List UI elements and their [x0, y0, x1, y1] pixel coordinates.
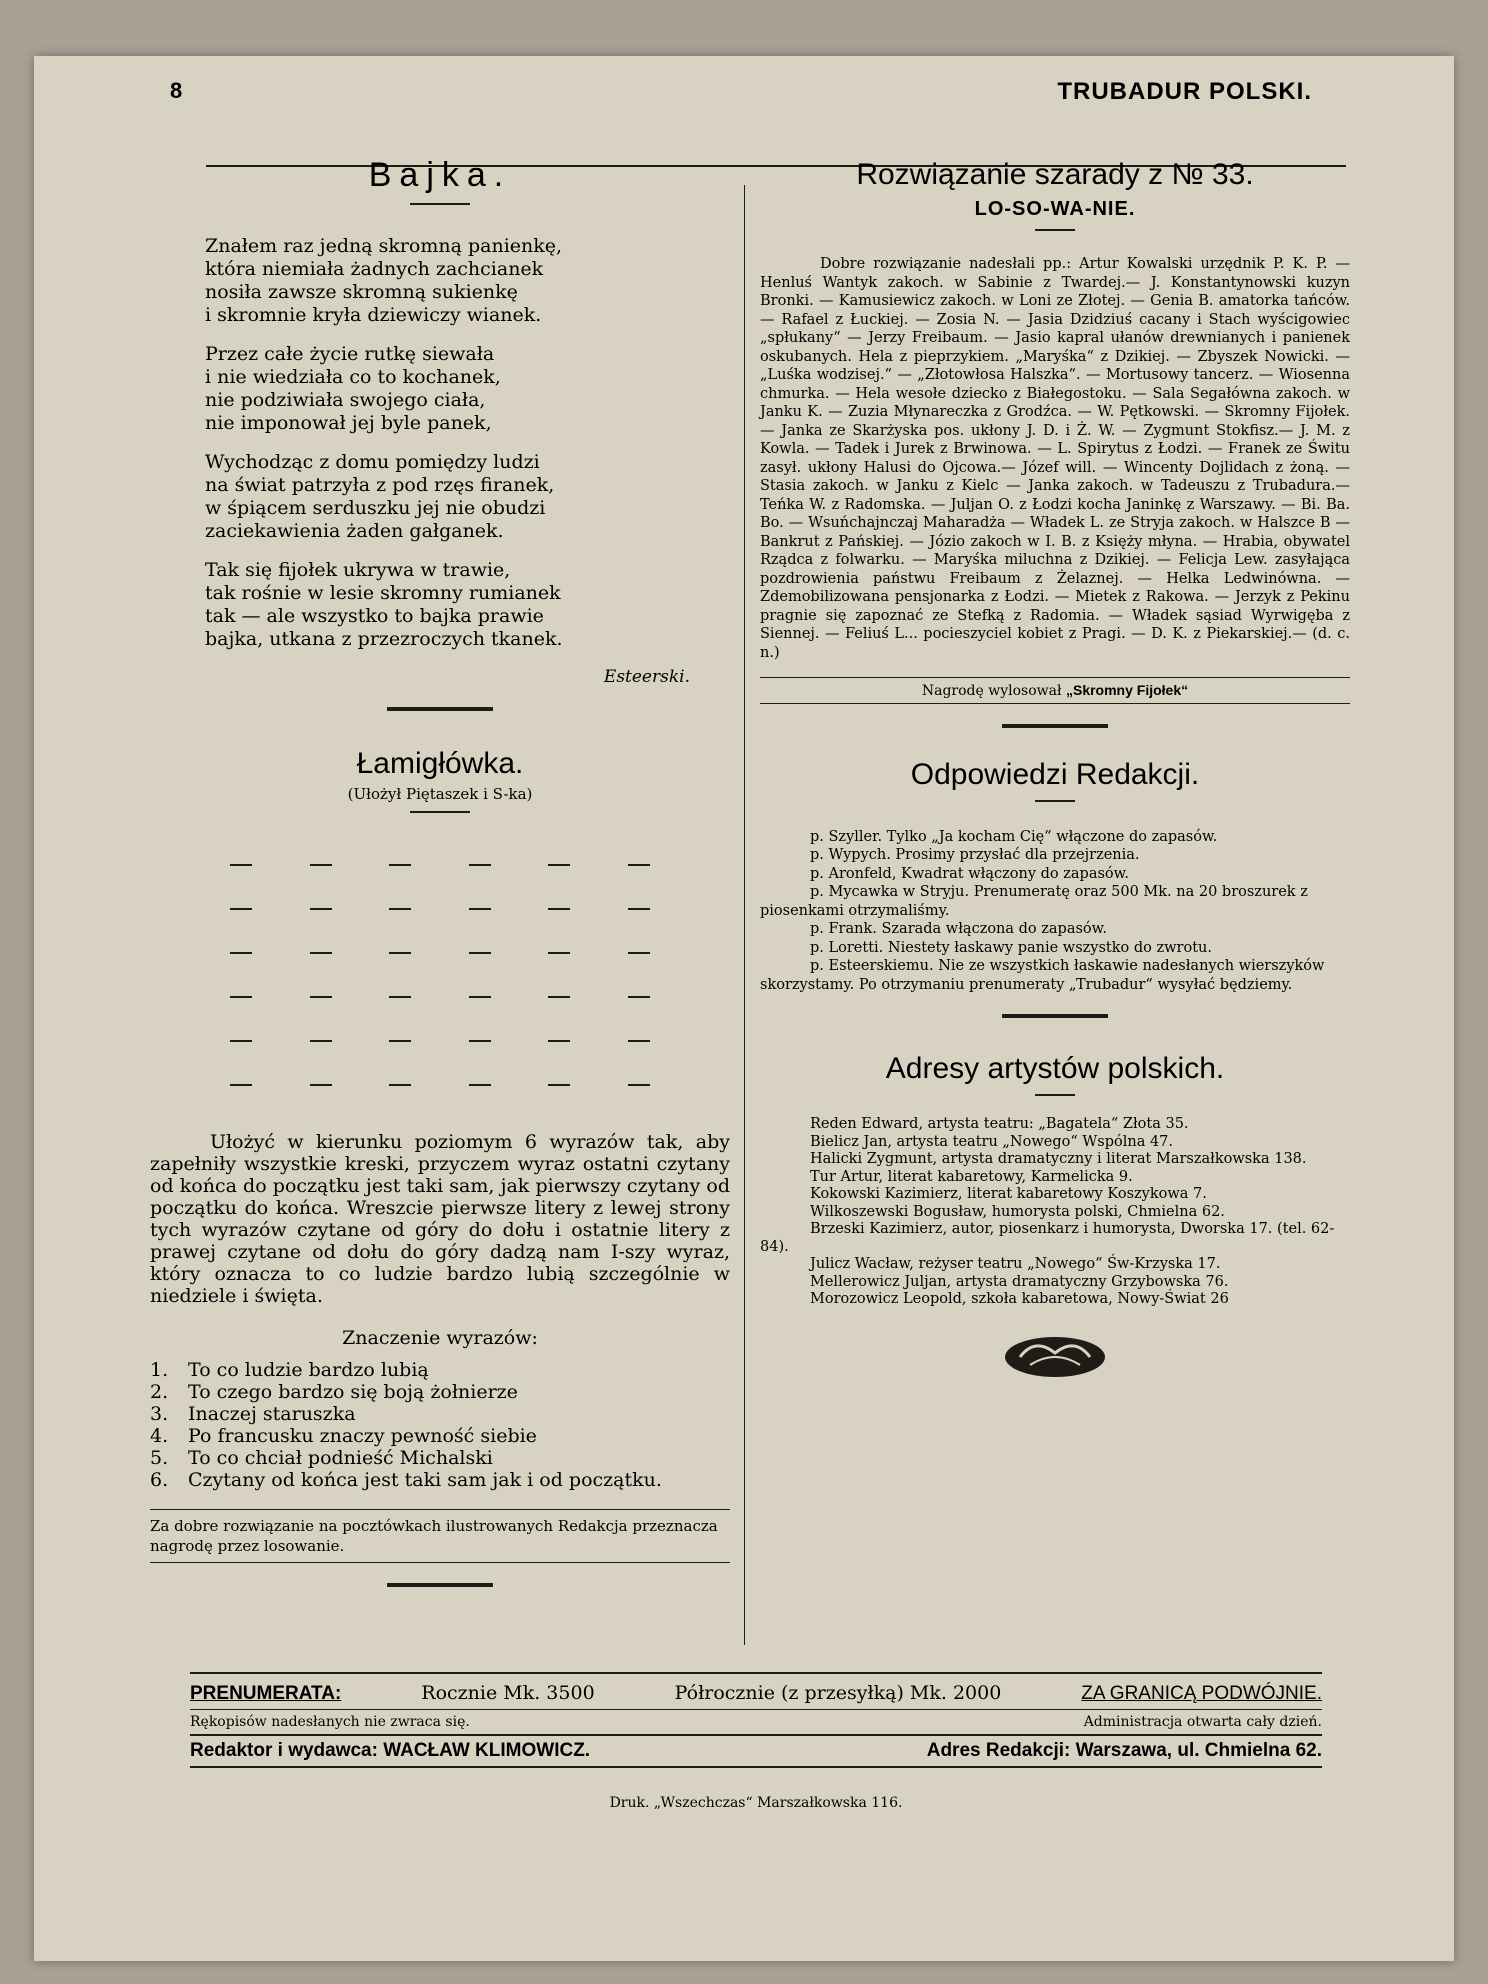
- blank: [310, 864, 332, 866]
- prize-note: Za dobre rozwiązanie na pocztówkach ilustrowanych Redakcja przeznacza nagrodę przez losowanie.: [150, 1509, 730, 1563]
- blank: [628, 864, 650, 866]
- address-item: Morozowicz Leopold, szkoła kabaretowa, Nowy-Świat 26: [810, 1291, 1229, 1307]
- response-item: p. Wypych. Prosimy przysłać dla przejrzenia.: [810, 847, 1140, 863]
- section-divider: [1002, 1014, 1108, 1018]
- flower-ornament-icon: [1000, 1327, 1110, 1383]
- blank: [469, 996, 491, 998]
- blank: [469, 952, 491, 954]
- poem: [205, 235, 730, 651]
- meaning-item: [150, 1403, 730, 1425]
- response-item: p. Loretti. Niestety łaskawy panie wszystko do zwrotu.: [810, 939, 1212, 956]
- section-divider: [1002, 724, 1108, 728]
- addresses-list: [760, 1116, 1350, 1309]
- addresses-title: Adresy artystów polskich.: [885, 1052, 1225, 1085]
- grid-row: [230, 1019, 650, 1063]
- prize-prefix: Nagrodę wylosował: [921, 682, 1062, 699]
- administration-note: Administracja otwarta cały dzień.: [1083, 1714, 1322, 1730]
- meaning-number: 1.: [150, 1359, 169, 1381]
- poem-author: Esteerski.: [603, 667, 690, 687]
- grid-row: [230, 1063, 650, 1107]
- blank: [469, 1084, 491, 1086]
- address-item: Halicki Zygmunt, artysta dramatyczny i literat Marszałkowska 138.: [810, 1151, 1307, 1167]
- blank: [548, 1084, 570, 1086]
- blank: [628, 1040, 650, 1042]
- blank: [310, 1084, 332, 1086]
- blank: [548, 996, 570, 998]
- half-yearly-price: Półrocznie (z przesyłką) Mk. 2000: [674, 1682, 1002, 1704]
- meaning-number: 6.: [150, 1469, 169, 1491]
- blank: [628, 952, 650, 954]
- blank: [230, 908, 252, 910]
- meaning-text: Czytany od końca jest taki sam jak i od początku.: [188, 1469, 662, 1491]
- blank: [230, 952, 252, 954]
- title-rule: [1035, 1094, 1075, 1096]
- section-divider: [387, 707, 493, 711]
- blank: [548, 908, 570, 910]
- grid-row: [230, 887, 650, 931]
- puzzle-grid: [230, 843, 650, 1107]
- blank: [310, 908, 332, 910]
- title-rule: [410, 811, 470, 813]
- blank: [389, 1084, 411, 1086]
- poem-stanza: Znałem raz jedną skromną panienkę, która niemiała żadnych zachcianek nosiła zawsze skromną sukienkę i skromnie kryła dziewiczy wianek.: [205, 235, 563, 326]
- editorial-address: Adres Redakcji: Warszawa, ul. Chmielna 62.: [926, 1740, 1322, 1761]
- blank: [389, 952, 411, 954]
- footer: [190, 1678, 1322, 1768]
- address-item: Reden Edward, artysta teatru: „Bagatela“ Złota 35.: [810, 1116, 1189, 1132]
- blank: [389, 908, 411, 910]
- meaning-text: To co chciał podnieść Michalski: [188, 1447, 493, 1469]
- bajka-title: Bajka.: [368, 156, 512, 194]
- right-column: [760, 120, 1350, 1383]
- footer-rule: [190, 1672, 1322, 1674]
- blank: [230, 1040, 252, 1042]
- blank: [628, 1084, 650, 1086]
- printer-note: Druk. „Wszechczas“ Marszałkowska 116.: [609, 1795, 903, 1811]
- page-number: 8: [170, 78, 183, 103]
- blank: [389, 1040, 411, 1042]
- blank: [230, 864, 252, 866]
- solution-title: Rozwiązanie szarady z № 33.: [856, 158, 1254, 191]
- prize-winner-line: [760, 677, 1350, 704]
- grid-row: [230, 975, 650, 1019]
- blank: [230, 996, 252, 998]
- address-item: Tur Artur, literat kabaretowy, Karmelicka 9.: [810, 1168, 1133, 1185]
- response-item: p. Esteerskiemu. Nie ze wszystkich łaskawie nadesłanych wierszyków skorzystamy. Po otrzymaniu prenumeraty „Trubadur“ wysyłać będziemy.: [760, 958, 1325, 993]
- address-item: Brzeski Kazimierz, autor, piosenkarz i humorysta, Dworska 17. (tel. 62-84).: [760, 1221, 1335, 1255]
- address-item: Kokowski Kazimierz, literat kabaretowy Koszykowa 7.: [810, 1186, 1207, 1202]
- meaning-item: [150, 1359, 730, 1381]
- meanings-title: Znaczenie wyrazów:: [342, 1327, 538, 1349]
- poem-stanza: Tak się fijołek ukrywa w trawie, tak rośnie w lesie skromny rumianek tak — ale wszystko to bajka prawie bajka, utkana z przezroczych tkanek.: [205, 559, 563, 650]
- blank: [310, 1040, 332, 1042]
- meaning-text: To czego bardzo się boją żołnierze: [188, 1381, 518, 1403]
- blank: [469, 1040, 491, 1042]
- subscription-row: [190, 1678, 1322, 1709]
- running-header: [170, 78, 1342, 108]
- meaning-item: [150, 1425, 730, 1447]
- manuscripts-note: Rękopisów nadesłanych nie zwraca się.: [190, 1714, 470, 1730]
- title-rule: [410, 203, 470, 205]
- meaning-item: [150, 1469, 730, 1491]
- editor: Redaktor i wydawca: WACŁAW KLIMOWICZ.: [190, 1740, 591, 1761]
- blank: [469, 864, 491, 866]
- blank: [469, 908, 491, 910]
- editor-row: [190, 1734, 1322, 1768]
- puzzle-subtitle: (Ułożył Piętaszek i S-ka): [347, 785, 533, 803]
- address-item: Julicz Wacław, reżyser teatru „Nowego“ Św-Krzyska 17.: [810, 1256, 1221, 1272]
- meaning-number: 5.: [150, 1447, 169, 1469]
- grid-row: [230, 931, 650, 975]
- column-divider: [744, 185, 745, 1645]
- poem-stanza: Wychodząc z domu pomiędzy ludzi na świat patrzyła z pod rzęs firanek, w śpiącem serduszku jej nie obudzi zaciekawienia żaden gałganek.: [205, 451, 555, 542]
- solvers-list: Dobre rozwiązanie nadesłali pp.: Artur Kowalski urzędnik P. K. P. — Henluś Wantyk zakoch. w Sabinie z Twardej.— J. Konstantynowski kuzyn Bronki. — Kamusiewicz zakoch. w Loni ze Złotej. — Genia B. amatorka tańców. — Rafael z Łuckiej. — Zosia N. — Jasia Dzidziuś cacany i Stach wyścigowiec „spłukany“ — Jerzy Freibaum. — Jasio kapral ułanów drewnianych i panienek oskubanych. Hela z pieprzykiem. „Maryśka“ z Dzikiej. — Zbyszek Nowicki. — „Luśka wodzisej.“ — „Złotowłosa Halszka“. — Mortusowy tancerz. — Wiosenna chmurka. — Hela wesołe dziecko z Białegostoku. — Sala Segałówna zakoch. w Janku K. — Zuzia Młynareczka z Grodźca. — W. Pętkowski. — Skromny Fijołek. — Janka ze Skarżyska pos. ukłony J. D. i Ż. W. — Zygmunt Stokfisz.— J. M. z Kowla. — Tadek i Jurek z Brwinowa. — L. Spirytus z Łodzi. — Franek ze Świtu zasył. ukłony Halusi do Ojcowa.— Józef will. — Wincenty Dojlidach z żoną. — Stasia zakoch. w Janku z Kielc — Janka zakoch. w Tadeuszu z Trubadura.— Teńka W. z Radomska. — Juljan O. z Łodzi kocha Janinkę z Warszawy. — Bi. Ba. Bo. — Wsuńchajnczaj Maharadża — Władek L. ze Stryja zakoch. w Halszce B — Bankrut z Pańskiej. — Józio zakoch w I. B. z Księży młyna. — Hrabia, obywatel Rządca z folwarku. — Maryśka miluchna z Dzikiej. — Felicja Lew. zasyłająca pozdrowienia państwu Freibaum z Żelaznej. — Helka Ledwinówna. — Zdemobilizowana pensjonarka z Łodzi. — Mietek z Rakowa. — Jerzyk z Pekinu pragnie się zapoznać ze Stefką z Radomia. — Władek sąsiad Wyrwigęba z Siennej. — Feliuś L... pocieszyciel kobiet z Pragi. — D. K. z Piekarskiej.— (d. c. n.): [760, 256, 1350, 661]
- blank: [548, 952, 570, 954]
- blank: [548, 1040, 570, 1042]
- blank: [389, 996, 411, 998]
- abroad-note: ZA GRANICĄ PODWÓJNIE.: [1081, 1683, 1322, 1704]
- response-item: p. Szyller. Tylko „Ja kocham Cię“ włączone do zapasów.: [810, 828, 1218, 845]
- meaning-text: Po francusku znaczy pewność siebie: [188, 1425, 537, 1447]
- blank: [310, 952, 332, 954]
- response-item: p. Mycawka w Stryju. Prenumeratę oraz 500 Mk. na 20 broszurek z piosenkami otrzymaliśmy.: [760, 884, 1308, 919]
- meaning-text: Inaczej staruszka: [188, 1403, 356, 1425]
- meaning-number: 3.: [150, 1403, 169, 1425]
- meanings-list: [150, 1359, 730, 1491]
- response-item: p. Frank. Szarada włączona do zapasów.: [810, 921, 1107, 937]
- address-item: Wilkoszewski Bogusław, humorysta polski, Chmielna 62.: [810, 1203, 1225, 1220]
- section-divider: [387, 1583, 493, 1587]
- puzzle-instructions: Ułożyć w kierunku poziomym 6 wyrazów tak, aby zapełniły wszystkie kreski, przyczem wyraz ostatni czytany od końca do początku jest taki sam, jak pierwszy czytany od początku do końca. Wreszcie pierwsze litery z lewej strony tych wyrazów czytane od góry do dołu i ostatnie litery z prawej czytane od dołu do góry dadzą nam I-szy wyraz, który oznacza to co ludzie bardzo lubią szczególnie w niedziele i święta.: [150, 1131, 730, 1307]
- meaning-text: To co ludzie bardzo lubią: [188, 1359, 429, 1381]
- notice-row: [190, 1709, 1322, 1734]
- poem-stanza: Przez całe życie rutkę siewała i nie wiedziała co to kochanek, nie podziwiała swojego ciała, nie imponował jej byle panek,: [205, 343, 501, 434]
- blank: [389, 864, 411, 866]
- address-item: Bielicz Jan, artysta teatru „Nowego“ Wspólna 47.: [810, 1133, 1174, 1150]
- prize-winner: „Skromny Fijołek“: [1065, 681, 1189, 698]
- meaning-item: [150, 1381, 730, 1403]
- meaning-item: [150, 1447, 730, 1469]
- blank: [628, 996, 650, 998]
- blank: [628, 908, 650, 910]
- blank: [230, 1084, 252, 1086]
- grid-row: [230, 843, 650, 887]
- address-item: Mellerowicz Juljan, artysta dramatyczny Grzybowska 76.: [810, 1273, 1229, 1290]
- responses-list: [760, 828, 1350, 995]
- puzzle-title: Łamigłówka.: [356, 747, 524, 780]
- response-item: p. Aronfeld, Kwadrat włączony do zapasów.: [810, 865, 1129, 882]
- responses-title: Odpowiedzi Redakcji.: [910, 757, 1200, 791]
- publication-title: TRUBADUR POLSKI.: [1057, 78, 1312, 105]
- left-column: [150, 120, 730, 1607]
- meaning-number: 2.: [150, 1381, 169, 1403]
- title-rule: [1035, 229, 1075, 231]
- title-rule: [1035, 800, 1075, 802]
- subscription-label: PRENUMERATA:: [190, 1683, 342, 1704]
- meaning-number: 4.: [150, 1425, 169, 1447]
- yearly-price: Rocznie Mk. 3500: [421, 1682, 595, 1704]
- blank: [548, 864, 570, 866]
- solution-answer: LO-SO-WA-NIE.: [974, 198, 1136, 220]
- blank: [310, 996, 332, 998]
